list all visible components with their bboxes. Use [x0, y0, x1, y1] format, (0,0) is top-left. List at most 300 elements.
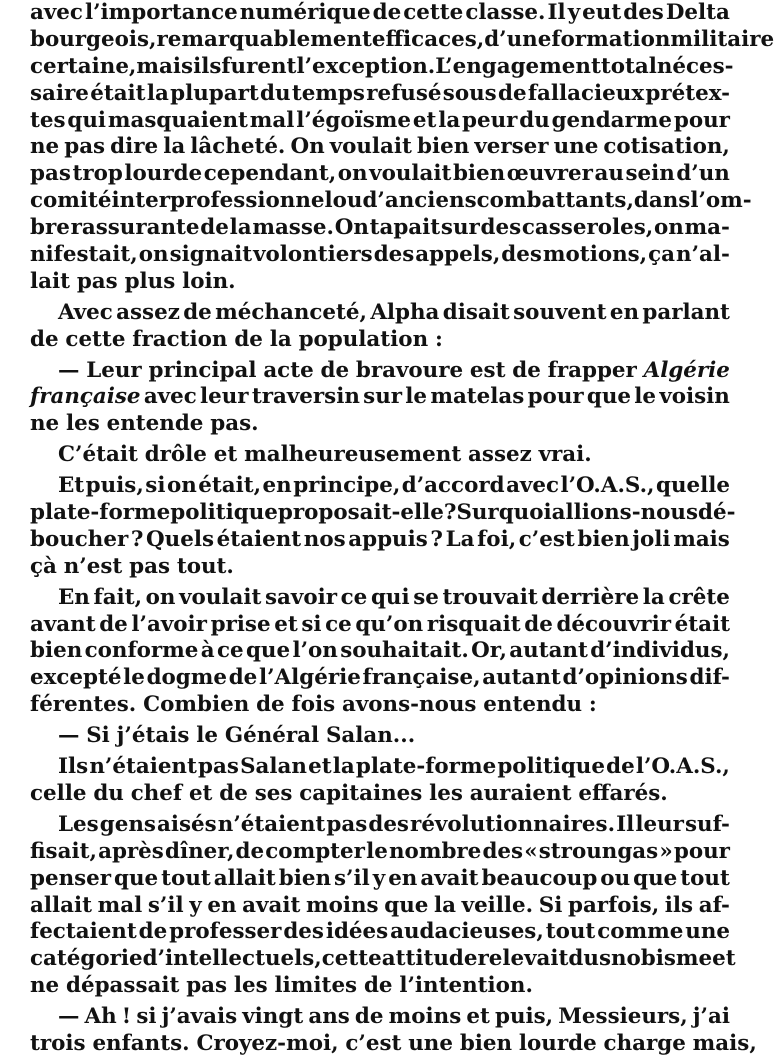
word: à — [200, 638, 215, 664]
word: n’étaient — [217, 811, 326, 837]
word: pas — [30, 161, 71, 187]
word: dans — [633, 188, 691, 214]
word: On — [334, 215, 369, 241]
text-line — [30, 812, 730, 839]
word: entende — [106, 411, 204, 437]
word: savoir — [265, 584, 338, 610]
paragraph — [30, 585, 730, 719]
word: voulait — [179, 584, 262, 610]
word: d’opinions — [562, 665, 688, 691]
word: certaine, — [30, 53, 137, 79]
word: trouvait — [442, 584, 538, 610]
word: une — [408, 1030, 453, 1056]
word: leur — [200, 384, 249, 410]
word: La — [445, 526, 475, 552]
text-line — [30, 473, 730, 500]
word: mais, — [692, 1030, 757, 1056]
word: interprofessionnel — [111, 188, 333, 214]
word: celle — [30, 780, 87, 806]
text-line — [30, 1004, 730, 1031]
word: tout — [680, 865, 730, 891]
word: sur — [363, 384, 403, 410]
word: — — [58, 357, 80, 383]
word: l’om- — [690, 188, 752, 214]
word: et — [712, 946, 736, 972]
word: fisait, — [30, 838, 97, 864]
word: Salan... — [325, 723, 416, 749]
word: tapait — [369, 215, 441, 241]
word: bien — [417, 134, 470, 160]
word: pour — [673, 838, 730, 864]
word: classe. — [465, 0, 546, 25]
word: pas — [326, 811, 368, 837]
word: principal — [148, 357, 257, 383]
word: derrière — [541, 584, 640, 610]
word: de — [512, 357, 541, 383]
word: rassurante — [70, 215, 200, 241]
word: autant — [509, 638, 588, 664]
text-line — [30, 692, 730, 719]
word: bre — [30, 215, 70, 241]
word: que — [586, 384, 632, 410]
text-line — [30, 973, 730, 1000]
word: trop — [72, 161, 123, 187]
word: pas — [186, 973, 228, 999]
word: snobisme — [598, 946, 713, 972]
word: Salan — [240, 754, 307, 780]
word: est — [469, 357, 506, 383]
word: dépassait — [66, 973, 180, 999]
text-line — [30, 108, 730, 135]
word: étaient — [216, 526, 302, 552]
word: de — [524, 611, 553, 637]
word: avant — [30, 611, 96, 637]
word: penser — [30, 865, 112, 891]
word: s’il — [147, 892, 184, 918]
text-line — [30, 442, 730, 469]
word: fait, — [93, 584, 143, 610]
word: révolutionnaires. — [410, 811, 616, 837]
word: ! — [121, 1004, 132, 1030]
word: l’importance — [84, 0, 238, 25]
word: parlant — [642, 299, 730, 325]
word: bien — [452, 161, 506, 187]
word: en — [262, 473, 292, 499]
text-line — [30, 839, 730, 866]
word: Les — [58, 811, 99, 837]
paragraph — [30, 300, 730, 354]
word: cette — [403, 0, 464, 25]
word: temps — [291, 80, 365, 106]
word: principe, — [293, 473, 401, 499]
word: avait — [420, 865, 479, 891]
word: en — [609, 299, 640, 325]
word: suf- — [684, 811, 730, 837]
word: était, — [198, 473, 262, 499]
word: ce — [216, 638, 244, 664]
word: crête — [668, 584, 730, 610]
text-line — [30, 527, 730, 554]
word: numérique — [239, 0, 371, 25]
word: ne — [30, 411, 60, 437]
word: af- — [698, 892, 730, 918]
word: de — [354, 1004, 384, 1030]
word: des — [373, 242, 415, 268]
paragraph — [30, 754, 730, 808]
word: Alpha — [370, 299, 440, 325]
word: prise — [210, 611, 271, 637]
word: cependant, — [203, 161, 337, 187]
text-line — [30, 554, 730, 581]
word: Si — [86, 723, 110, 749]
text-line — [30, 919, 730, 946]
word: — — [58, 723, 80, 749]
word: la — [438, 107, 461, 133]
word: efficaces, — [371, 26, 485, 52]
word: vrai. — [538, 442, 592, 468]
word: plate-forme — [355, 754, 497, 780]
word: l’intention. — [399, 973, 533, 999]
word: avait — [242, 892, 301, 918]
word: néces- — [656, 53, 734, 79]
word: mais — [136, 53, 194, 79]
word: Général — [224, 723, 320, 749]
word: gens — [99, 811, 156, 837]
word: sein — [625, 161, 675, 187]
word: En — [58, 584, 90, 610]
word: le — [196, 723, 218, 749]
text-line — [30, 585, 730, 612]
word: casseroles, — [521, 215, 654, 241]
word: française — [30, 384, 141, 410]
word: des — [482, 838, 524, 864]
word: l’on — [292, 638, 338, 664]
word: On — [290, 134, 325, 160]
word: j’ai — [692, 1004, 730, 1030]
word: catégorie — [30, 946, 143, 972]
word: si — [136, 1004, 157, 1030]
word: la — [642, 584, 665, 610]
text-line — [30, 242, 730, 269]
word: militaire — [670, 26, 774, 52]
word: d’accord — [401, 473, 505, 499]
word: du — [260, 80, 291, 106]
word: le — [634, 384, 657, 410]
word: n’étaient — [89, 754, 197, 780]
text-line — [30, 946, 736, 973]
word: quoi — [498, 500, 552, 526]
word: attitude — [381, 946, 478, 972]
text-line — [30, 0, 730, 27]
word: comme — [597, 919, 684, 945]
word: on — [145, 584, 176, 610]
word: volontiers — [253, 242, 373, 268]
word: bourgeois, — [30, 26, 157, 52]
word: pas — [198, 754, 239, 780]
word: : — [434, 326, 443, 352]
word: avons-nous — [342, 692, 477, 718]
word: motions, — [542, 242, 648, 268]
word: y — [189, 892, 202, 918]
text-line — [30, 723, 730, 750]
word: ? — [430, 526, 443, 552]
word: appels, — [415, 242, 501, 268]
word: l’O.A.S., — [560, 473, 655, 499]
word: refusé — [366, 80, 442, 106]
word: on — [337, 161, 368, 187]
word: Messieurs, — [558, 1004, 688, 1030]
paragraph — [30, 811, 736, 1000]
text-line — [30, 638, 730, 665]
word: l’exception. — [296, 53, 436, 79]
word: ses — [254, 780, 293, 806]
word: Quels — [146, 526, 214, 552]
word: professer — [169, 919, 282, 945]
word: drôle — [144, 442, 207, 468]
word: matelas — [430, 384, 525, 410]
word: entendu — [483, 692, 583, 718]
text-line — [30, 384, 730, 411]
word: peur — [462, 107, 518, 133]
text-line — [30, 754, 730, 781]
word: charge — [603, 1030, 686, 1056]
text-line — [30, 893, 730, 920]
word: ou — [600, 865, 631, 891]
word: nos — [303, 526, 346, 552]
word: mais — [673, 526, 730, 552]
word: se — [413, 584, 439, 610]
text-line — [30, 665, 730, 692]
word: que — [114, 865, 159, 891]
word: du — [568, 946, 599, 972]
word: et — [412, 107, 437, 133]
text-line — [30, 215, 730, 242]
word: beaucoup — [481, 865, 598, 891]
word: population — [298, 326, 429, 352]
word: le — [123, 665, 145, 691]
word: les — [66, 411, 100, 437]
word: » — [659, 838, 673, 864]
word: effarés. — [578, 780, 668, 806]
word: verser — [474, 134, 549, 160]
word: de — [99, 611, 128, 637]
word: tout — [161, 865, 211, 891]
word: des — [623, 0, 664, 25]
text-line — [30, 53, 734, 81]
word: l’O.A.S., — [635, 754, 730, 780]
word: était — [674, 611, 730, 637]
word: quelle — [656, 473, 730, 499]
word: et — [188, 780, 213, 806]
word: disait — [442, 299, 510, 325]
word: après — [98, 838, 164, 864]
word: joli — [632, 526, 671, 552]
word: vingt — [242, 1004, 304, 1030]
word: de — [256, 692, 285, 718]
word: traversin — [251, 384, 360, 410]
word: proposait-elle — [277, 500, 444, 526]
word: d’individus, — [590, 638, 730, 664]
word: signait — [169, 242, 253, 268]
word: qui — [370, 584, 410, 610]
word: de — [183, 299, 212, 325]
word: Ah — [84, 1004, 117, 1030]
word: aisés — [157, 811, 217, 837]
word: s’il — [334, 865, 370, 891]
word: parfois, — [567, 892, 660, 918]
word: y — [567, 0, 581, 25]
word: au — [594, 161, 624, 187]
word: assez — [116, 299, 180, 325]
word: méchanceté, — [215, 299, 367, 325]
word: de — [138, 919, 168, 945]
word: ? — [443, 500, 457, 526]
word: voulait — [329, 134, 412, 160]
word: — — [58, 1004, 80, 1030]
word: ou — [332, 188, 363, 214]
word: le — [405, 384, 428, 410]
text-line — [30, 866, 730, 893]
word: de — [234, 326, 263, 352]
word: d’anciens — [362, 188, 477, 214]
word: pas. — [210, 411, 259, 437]
word: pour — [673, 107, 730, 133]
word: la — [434, 892, 456, 918]
word: j’avais — [161, 1004, 238, 1030]
word: trois — [30, 1030, 86, 1056]
word: ce — [325, 611, 352, 637]
text-line — [30, 269, 730, 296]
word: avec — [30, 0, 83, 25]
word: « — [524, 838, 538, 864]
word: de — [497, 80, 527, 106]
text-line — [30, 134, 730, 161]
word: gendarme — [551, 107, 673, 133]
word: Leur — [86, 357, 142, 383]
word: française, — [362, 665, 481, 691]
word: pour — [527, 384, 584, 410]
word: dire — [110, 134, 159, 160]
word: si — [301, 611, 322, 637]
word: enfants. — [92, 1030, 190, 1056]
word: les — [429, 780, 463, 806]
word: c’est — [518, 526, 575, 552]
word: lourde — [124, 161, 203, 187]
word: furent — [221, 53, 297, 79]
word: avec — [143, 384, 197, 410]
paragraph — [30, 473, 736, 581]
word: audacieuses, — [390, 919, 544, 945]
word: de — [219, 780, 248, 806]
word: comité — [30, 188, 112, 214]
word: œuvrer — [506, 161, 593, 187]
word: tout — [545, 919, 596, 945]
word: foi, — [477, 526, 517, 552]
word: ce — [340, 584, 368, 610]
word: politique — [170, 500, 278, 526]
word: de — [235, 838, 265, 864]
word: fallacieux — [527, 80, 645, 106]
word: de — [228, 665, 258, 691]
word: formation — [551, 26, 671, 52]
paragraph — [30, 1004, 757, 1058]
word: on — [653, 215, 684, 241]
word: était — [90, 80, 146, 106]
word: Sur — [456, 500, 499, 526]
paragraph — [30, 358, 730, 439]
word: ma- — [684, 215, 730, 241]
word: acte — [263, 357, 314, 383]
word: sur — [440, 215, 480, 241]
paragraph — [30, 0, 774, 296]
text-line — [30, 26, 774, 54]
word: du — [519, 107, 550, 133]
word: en — [207, 892, 237, 918]
word: d’un — [676, 161, 730, 187]
word: Avec — [58, 299, 113, 325]
word: l’avoir — [131, 611, 207, 637]
word: excepté — [30, 665, 122, 691]
document-page — [30, 0, 774, 1058]
word: des — [368, 811, 409, 837]
word: dif- — [689, 665, 730, 691]
word: pas — [76, 268, 118, 294]
word: relevait — [477, 946, 569, 972]
word: l’égoïsme — [296, 107, 412, 133]
word: bien — [30, 638, 83, 664]
word: de — [606, 754, 635, 780]
text-line — [30, 81, 730, 108]
word: Algérie — [643, 357, 730, 383]
word: n’al- — [676, 242, 730, 268]
word: puis, — [85, 473, 144, 499]
word: la — [163, 134, 186, 160]
word: auraient — [469, 780, 572, 806]
word: compter — [265, 838, 365, 864]
word: nombre — [389, 838, 482, 864]
word: de — [320, 357, 350, 383]
word: de — [372, 0, 402, 25]
word: bien — [459, 1030, 513, 1056]
word: pas — [129, 553, 170, 579]
word: la — [269, 326, 292, 352]
text-line — [30, 358, 730, 385]
word: des — [283, 919, 324, 945]
word: plus — [124, 268, 176, 294]
word: tes — [30, 107, 66, 133]
word: bien — [278, 865, 331, 891]
word: puis, — [495, 1004, 554, 1030]
word: veille. — [461, 892, 534, 918]
word: sous — [442, 80, 497, 106]
word: la — [332, 754, 355, 780]
word: et — [308, 754, 332, 780]
word: j’étais — [116, 723, 190, 749]
word: risquait — [426, 611, 521, 637]
word: dîner, — [164, 838, 235, 864]
word: mal — [249, 107, 295, 133]
word: une — [685, 919, 730, 945]
word: avec — [506, 473, 559, 499]
word: souhaitait. — [340, 638, 469, 664]
word: combattants, — [476, 188, 634, 214]
word: découvrir — [556, 611, 671, 637]
word: dé- — [698, 500, 736, 526]
word: allait — [30, 892, 92, 918]
word: eut — [582, 0, 622, 25]
word: du — [93, 780, 124, 806]
word: y — [372, 865, 386, 891]
